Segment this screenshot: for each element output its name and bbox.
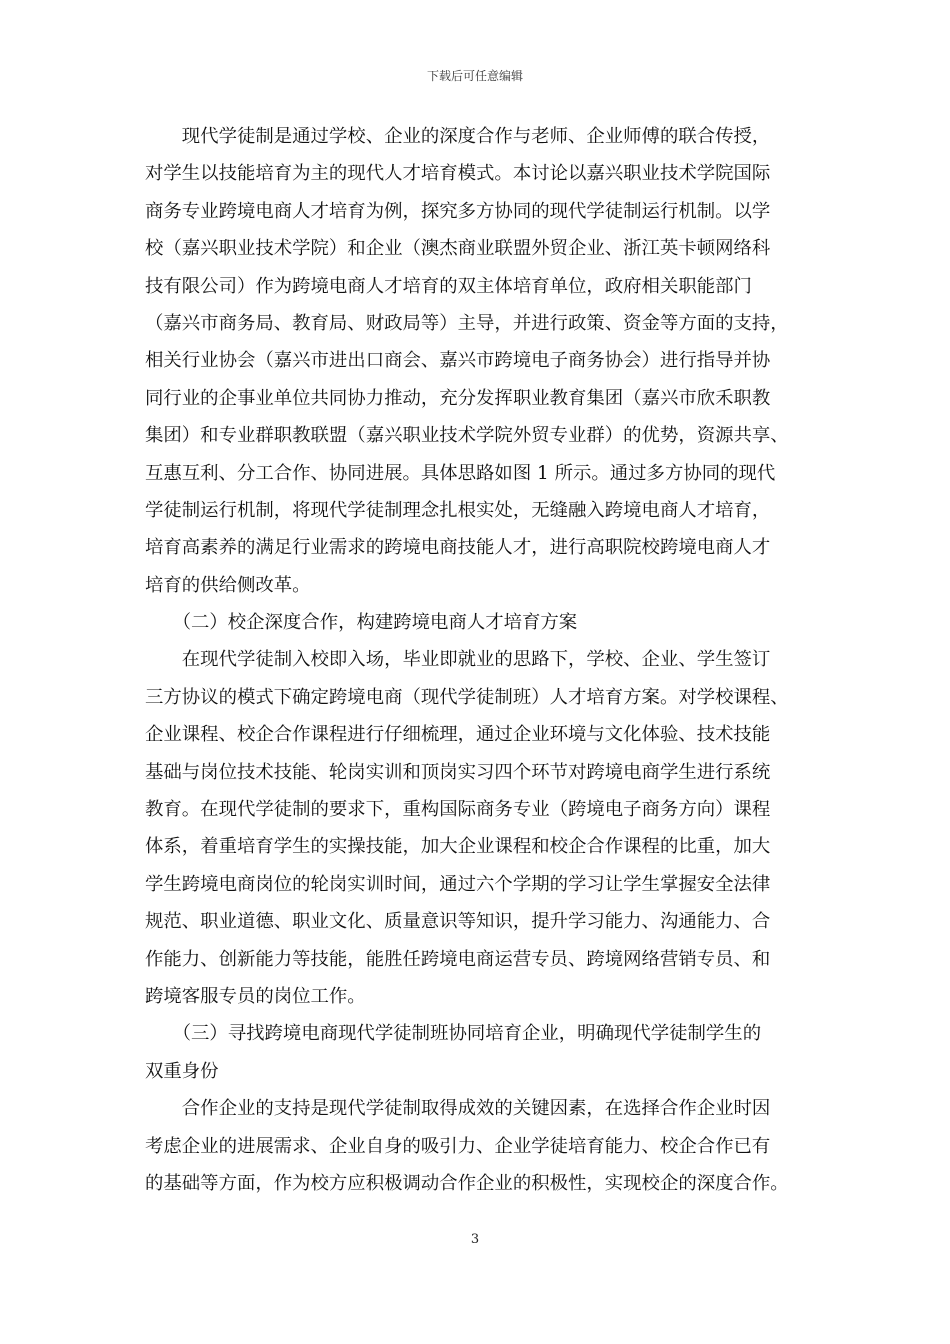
text-line: 考虑企业的进展需求、企业自身的吸引力、企业学徒培育能力、校企合作已有 xyxy=(145,1135,771,1157)
text-line: 作能力、创新能力等技能，能胜任跨境电商运营专员、跨境网络营销专员、和 xyxy=(145,948,771,970)
text-line: 合作企业的支持是现代学徒制取得成效的关键因素，在选择合作企业时因 xyxy=(145,1098,771,1120)
text-line: 三方协议的模式下确定跨境电商（现代学徒制班）人才培育方案。对学校课程、 xyxy=(145,686,789,708)
text-line: 对学生以技能培育为主的现代人才培育模式。本讨论以嘉兴职业技术学院国际 xyxy=(145,163,771,185)
text-line: 互惠互利、分工合作、协同进展。具体思路如图 1 所示。通过多方协同的现代 xyxy=(145,462,776,484)
text-line: 企业课程、校企合作课程进行仔细梳理，通过企业环境与文化体验、技术技能 xyxy=(145,724,771,746)
text-line: 基础与岗位技术技能、轮岗实训和顶岗实习四个环节对跨境电商学生进行系统 xyxy=(145,761,771,783)
text-line: 集团）和专业群职教联盟（嘉兴职业技术学院外贸专业群）的优势，资源共享、 xyxy=(145,425,789,447)
text-line: 规范、职业道德、职业文化、质量意识等知识，提升学习能力、沟通能力、合 xyxy=(145,911,771,933)
text-line: 教育。在现代学徒制的要求下，重构国际商务专业（跨境电子商务方向）课程 xyxy=(145,799,771,821)
section-heading: （二）校企深度合作，构建跨境电商人才培育方案 xyxy=(145,612,578,634)
text-line: 校（嘉兴职业技术学院）和企业（澳杰商业联盟外贸企业、浙江英卡顿网络科 xyxy=(145,238,771,260)
text-line: 培育的供给侧改革。 xyxy=(145,574,311,596)
text-line: 培育高素养的满足行业需求的跨境电商技能人才，进行高职院校跨境电商人才 xyxy=(145,537,771,559)
text-line: 学生跨境电商岗位的轮岗实训时间，通过六个学期的学习让学生掌握安全法律 xyxy=(145,873,771,895)
text-line: 商务专业跨境电商人才培育为例，探究多方协同的现代学徒制运行机制。以学 xyxy=(145,200,771,222)
text-line: 同行业的企事业单位共同协力推动，充分发挥职业教育集团（嘉兴市欣禾职教 xyxy=(145,387,771,409)
text-line: 跨境客服专员的岗位工作。 xyxy=(145,985,366,1007)
page-header: 下载后可任意编辑 xyxy=(426,69,523,83)
page-number: 3 xyxy=(470,1232,480,1247)
text-line: 体系，着重培育学生的实操技能，加大企业课程和校企合作课程的比重，加大 xyxy=(145,836,771,858)
text-line: 的基础等方面，作为校方应积极调动合作企业的积极性，实现校企的深度合作。 xyxy=(145,1172,789,1194)
section-heading: 双重身份 xyxy=(145,1060,219,1082)
text-line: （嘉兴市商务局、教育局、财政局等）主导，并进行政策、资金等方面的支持， xyxy=(145,312,789,334)
text-line: 学徒制运行机制，将现代学徒制理念扎根实处，无缝融入跨境电商人才培育， xyxy=(145,499,771,521)
text-line: 相关行业协会（嘉兴市进出口商会、嘉兴市跨境电子商务协会）进行指导并协 xyxy=(145,350,771,372)
text-line: 现代学徒制是通过学校、企业的深度合作与老师、企业师傅的联合传授， xyxy=(145,126,771,147)
text-line: 在现代学徒制入校即入场，毕业即就业的思路下，学校、企业、学生签订 xyxy=(145,649,771,671)
document-body xyxy=(145,118,810,1202)
text-line: 技有限公司）作为跨境电商人才培育的双主体培育单位，政府相关职能部门 xyxy=(145,275,752,297)
section-heading: （三）寻找跨境电商现代学徒制班协同培育企业，明确现代学徒制学生的 xyxy=(145,1023,762,1045)
